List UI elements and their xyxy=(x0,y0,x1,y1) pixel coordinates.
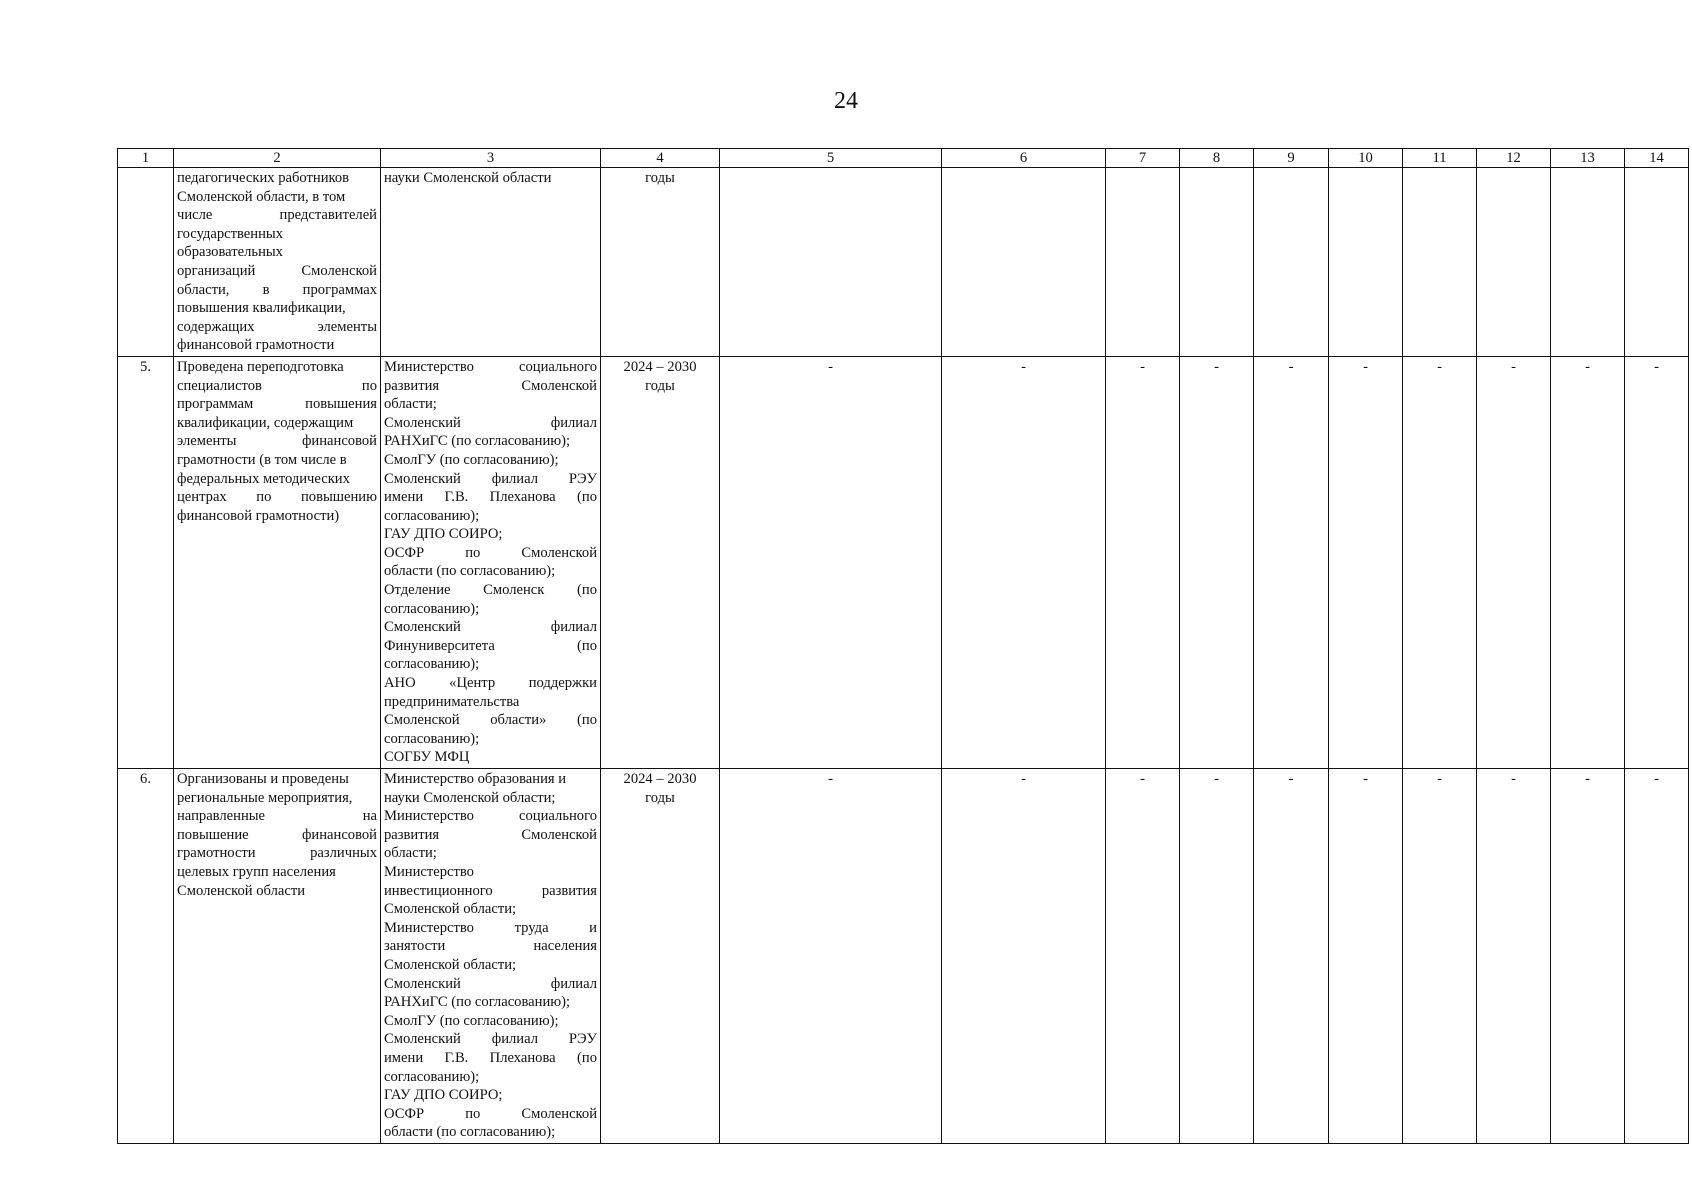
executors-cell-line: Министерство социального xyxy=(384,808,597,825)
executors-cell xyxy=(381,769,601,1144)
event-description-cell-line: педагогических работников xyxy=(177,170,350,186)
value-cell-col-12: - xyxy=(1477,769,1551,1144)
executors-cell-line: развития Смоленской xyxy=(384,377,597,394)
period-line: годы xyxy=(645,377,675,394)
value-cell-col-8: - xyxy=(1180,769,1254,1144)
value-cell-col-6: - xyxy=(942,769,1106,1144)
table-row xyxy=(118,168,1689,357)
value-cell-col-5: - xyxy=(720,769,942,1144)
event-description-cell-line: Проведена переподготовка xyxy=(177,358,344,375)
page-number: 24 xyxy=(834,88,858,114)
executors-cell-line: Министерство социального xyxy=(384,358,597,375)
value-cell-col-14: - xyxy=(1625,769,1689,1144)
column-number-10: 10 xyxy=(1329,149,1403,168)
value-cell-col-14: - xyxy=(1625,356,1689,768)
executors-cell-line: Смоленский филиал РЭУ xyxy=(384,470,597,487)
event-description-cell-line: квалификации, содержащим xyxy=(177,414,354,431)
value-cell-col-11 xyxy=(1403,168,1477,357)
column-number-11: 11 xyxy=(1403,149,1477,168)
event-description-cell xyxy=(174,769,381,1144)
executors-cell-line: развития Смоленской xyxy=(384,826,597,843)
column-number-1: 1 xyxy=(118,149,174,168)
value-cell-col-8: - xyxy=(1180,356,1254,768)
row-number-cell: 5. xyxy=(118,356,174,768)
period-cell xyxy=(601,769,720,1144)
executors-cell-line: Министерство образования и xyxy=(384,771,567,787)
executors-cell-line: Финуниверситета (по xyxy=(384,637,597,654)
value-cell-col-13: - xyxy=(1551,769,1625,1144)
event-description-cell-line: образовательных xyxy=(177,244,283,261)
event-description-cell-line: повышения квалификации, xyxy=(177,300,346,317)
event-description-cell-line: числе представителей xyxy=(177,207,377,224)
column-number-2: 2 xyxy=(174,149,381,168)
table-row xyxy=(118,769,1689,1144)
executors-cell-line: Министерство xyxy=(384,863,474,880)
executors-cell-line: ГАУ ДПО СОИРО; xyxy=(384,526,503,543)
value-cell-col-5: - xyxy=(720,356,942,768)
event-description-cell-line: специалистов по xyxy=(177,377,377,394)
row-number-cell xyxy=(118,168,174,357)
event-description-cell-line: центрах по повышению xyxy=(177,489,377,506)
executors-cell-line: предпринимательства xyxy=(384,693,520,710)
event-description-cell-line: области, в программах xyxy=(177,281,377,298)
event-description-cell xyxy=(174,356,381,768)
executors-cell-line: Смоленский филиал xyxy=(384,619,597,636)
executors-cell-line: Министерство труда и xyxy=(384,919,597,936)
value-cell-col-10: - xyxy=(1329,356,1403,768)
executors-cell-line: ГАУ ДПО СОИРО; xyxy=(384,1087,503,1104)
value-cell-col-9: - xyxy=(1254,356,1329,768)
period-line: 2024 – 2030 xyxy=(623,358,697,375)
event-description-cell-line: Организованы и проведены xyxy=(177,771,349,787)
plan-table xyxy=(117,148,1689,1144)
executors-cell-line: Смоленской области; xyxy=(384,901,517,918)
executors-cell-line: ОСФР по Смоленской xyxy=(384,544,597,561)
value-cell-col-6: - xyxy=(942,356,1106,768)
executors-cell xyxy=(381,168,601,357)
column-number-8: 8 xyxy=(1180,149,1254,168)
value-cell-col-7 xyxy=(1106,168,1180,357)
value-cell-col-13 xyxy=(1551,168,1625,357)
value-cell-col-6 xyxy=(942,168,1106,357)
event-description-cell-line: региональные мероприятия, xyxy=(177,789,353,806)
executors-cell-line: области; xyxy=(384,396,437,413)
executors-cell-line: Смоленский филиал xyxy=(384,975,597,992)
value-cell-col-13: - xyxy=(1551,356,1625,768)
executors-cell-line: имени Г.В. Плеханова (по xyxy=(384,489,597,506)
executors-cell-line: согласованию); xyxy=(384,507,480,524)
executors-cell-line: области; xyxy=(384,845,437,862)
event-description-cell-line: федеральных методических xyxy=(177,470,350,487)
executors-cell-line: СмолГУ (по согласованию); xyxy=(384,1012,559,1029)
row-number-cell: 6. xyxy=(118,769,174,1144)
executors-cell-line: согласованию); xyxy=(384,1068,480,1085)
event-description-cell-line: направленные на xyxy=(177,808,377,825)
table-row xyxy=(118,356,1689,768)
value-cell-col-12 xyxy=(1477,168,1551,357)
value-cell-col-9: - xyxy=(1254,769,1329,1144)
value-cell-col-7: - xyxy=(1106,769,1180,1144)
event-description-cell-line: целевых групп населения xyxy=(177,863,336,880)
column-number-6: 6 xyxy=(942,149,1106,168)
column-number-14: 14 xyxy=(1625,149,1689,168)
period-line: годы xyxy=(645,789,675,806)
executors-cell-line: области (по согласованию); xyxy=(384,1124,556,1141)
column-number-5: 5 xyxy=(720,149,942,168)
period-cell xyxy=(601,356,720,768)
column-number-3: 3 xyxy=(381,149,601,168)
event-description-cell-line: финансовой грамотности xyxy=(177,337,335,354)
executors-cell-line: АНО «Центр поддержки xyxy=(384,675,597,692)
executors-cell-line: науки Смоленской области; xyxy=(384,789,556,806)
period-line: годы xyxy=(645,170,675,186)
executors-cell-line: Смоленской области; xyxy=(384,956,517,973)
event-description-cell-line: организаций Смоленской xyxy=(177,262,377,279)
event-description-cell-line: содержащих элементы xyxy=(177,318,377,335)
executors-cell-line: согласованию); xyxy=(384,600,480,617)
column-number-12: 12 xyxy=(1477,149,1551,168)
period-line: 2024 – 2030 xyxy=(623,771,697,787)
value-cell-col-8 xyxy=(1180,168,1254,357)
executors-cell-line: РАНХиГС (по согласованию); xyxy=(384,433,571,450)
executors-cell-line: Смоленской области» (по xyxy=(384,712,597,729)
event-description-cell-line: программам повышения xyxy=(177,396,377,413)
value-cell-col-11: - xyxy=(1403,769,1477,1144)
column-number-7: 7 xyxy=(1106,149,1180,168)
event-description-cell-line: элементы финансовой xyxy=(177,433,377,450)
executors-cell-line: области (по согласованию); xyxy=(384,563,556,580)
executors-cell-line: занятости населения xyxy=(384,938,597,955)
value-cell-col-10 xyxy=(1329,168,1403,357)
executors-cell-line: согласованию); xyxy=(384,730,480,747)
value-cell-col-7: - xyxy=(1106,356,1180,768)
event-description-cell-line: государственных xyxy=(177,225,284,242)
value-cell-col-11: - xyxy=(1403,356,1477,768)
value-cell-col-5 xyxy=(720,168,942,357)
executors-cell-line: согласованию); xyxy=(384,656,480,673)
column-number-row xyxy=(118,149,1689,168)
executors-cell-line: Отделение Смоленск (по xyxy=(384,582,597,599)
value-cell-col-10: - xyxy=(1329,769,1403,1144)
executors-cell-line: Смоленский филиал РЭУ xyxy=(384,1031,597,1048)
event-description-cell-line: финансовой грамотности) xyxy=(177,507,340,524)
column-number-13: 13 xyxy=(1551,149,1625,168)
event-description-cell-line: грамотности различных xyxy=(177,845,377,862)
executors-cell-line: Смоленский филиал xyxy=(384,414,597,431)
executors-cell xyxy=(381,356,601,768)
executors-cell-line: СмолГУ (по согласованию); xyxy=(384,451,559,468)
executors-cell-line: РАНХиГС (по согласованию); xyxy=(384,994,571,1011)
value-cell-col-14 xyxy=(1625,168,1689,357)
executors-cell-line: ОСФР по Смоленской xyxy=(384,1105,597,1122)
executors-cell-line: науки Смоленской области xyxy=(384,170,552,186)
executors-cell-line: СОГБУ МФЦ xyxy=(384,749,470,766)
value-cell-col-12: - xyxy=(1477,356,1551,768)
value-cell-col-9 xyxy=(1254,168,1329,357)
executors-cell-line: инвестиционного развития xyxy=(384,882,597,899)
period-cell xyxy=(601,168,720,357)
event-description-cell xyxy=(174,168,381,357)
event-description-cell-line: Смоленской области, в том xyxy=(177,188,346,205)
column-number-9: 9 xyxy=(1254,149,1329,168)
event-description-cell-line: повышение финансовой xyxy=(177,826,377,843)
column-number-4: 4 xyxy=(601,149,720,168)
event-description-cell-line: грамотности (в том числе в xyxy=(177,451,347,468)
executors-cell-line: имени Г.В. Плеханова (по xyxy=(384,1049,597,1066)
event-description-cell-line: Смоленской области xyxy=(177,882,306,899)
